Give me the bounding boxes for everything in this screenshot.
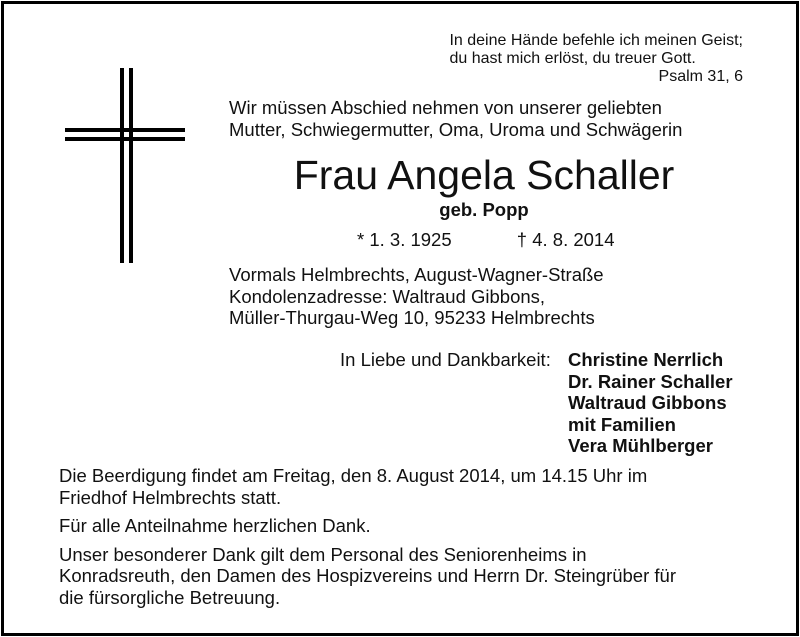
- address-block: [229, 264, 604, 329]
- life-dates: [357, 229, 615, 251]
- special-thanks-line: Unser besonderer Dank gilt dem Personal des Seniorenheims in: [59, 543, 587, 565]
- intro-line: Wir müssen Abschied nehmen von unserer geliebten: [229, 97, 662, 118]
- verse-line: du hast mich erlöst, du treuer Gott.: [449, 50, 696, 67]
- mourner-name: mit Familien: [568, 413, 676, 435]
- intro-text: [229, 97, 682, 141]
- maiden-name: geb. Popp: [439, 199, 529, 220]
- mourner-name: Christine Nerrlich: [568, 349, 724, 370]
- address-line: Vormals Helmbrechts, August-Wagner-Straße: [229, 264, 604, 285]
- funeral-line: Friedhof Helmbrechts statt.: [59, 486, 282, 508]
- verse-line: In deine Hände befehle ich meinen Geist;: [449, 32, 743, 49]
- address-line: Müller-Thurgau-Weg 10, 95233 Helmbrechts: [229, 307, 595, 328]
- death-date: † 4. 8. 2014: [516, 229, 615, 250]
- mourner-name: Dr. Rainer Schaller: [568, 370, 733, 392]
- special-thanks-line: die fürsorgliche Betreuung.: [59, 586, 281, 608]
- mourners-list: [568, 349, 733, 457]
- verse-reference: Psalm 31, 6: [658, 68, 743, 85]
- mourners-label: In Liebe und Dankbarkeit:: [340, 349, 551, 370]
- special-thanks: [59, 544, 759, 609]
- mourner-name: Waltraud Gibbons: [568, 392, 727, 413]
- funeral-info: [59, 465, 759, 508]
- deceased-name: Frau Angela Schaller: [293, 152, 675, 198]
- mourner-name: Vera Mühlberger: [568, 435, 713, 456]
- cross-icon: [65, 68, 185, 263]
- intro-line: Mutter, Schwiegermutter, Oma, Uroma und Schwägerin: [229, 119, 683, 140]
- closing-text: [59, 465, 759, 615]
- thanks-line: Für alle Anteilnahme herzlichen Dank.: [59, 515, 371, 536]
- funeral-line: Die Beerdigung findet am Freitag, den 8. August 2014, um 14.15 Uhr im: [59, 465, 648, 486]
- birth-date: * 1. 3. 1925: [357, 229, 452, 250]
- bible-verse: [449, 32, 743, 86]
- address-line: Kondolenzadresse: Waltraud Gibbons,: [229, 285, 546, 307]
- special-thanks-line: Konradsreuth, den Damen des Hospizvereins und Herrn Dr. Steingrüber für: [59, 565, 676, 586]
